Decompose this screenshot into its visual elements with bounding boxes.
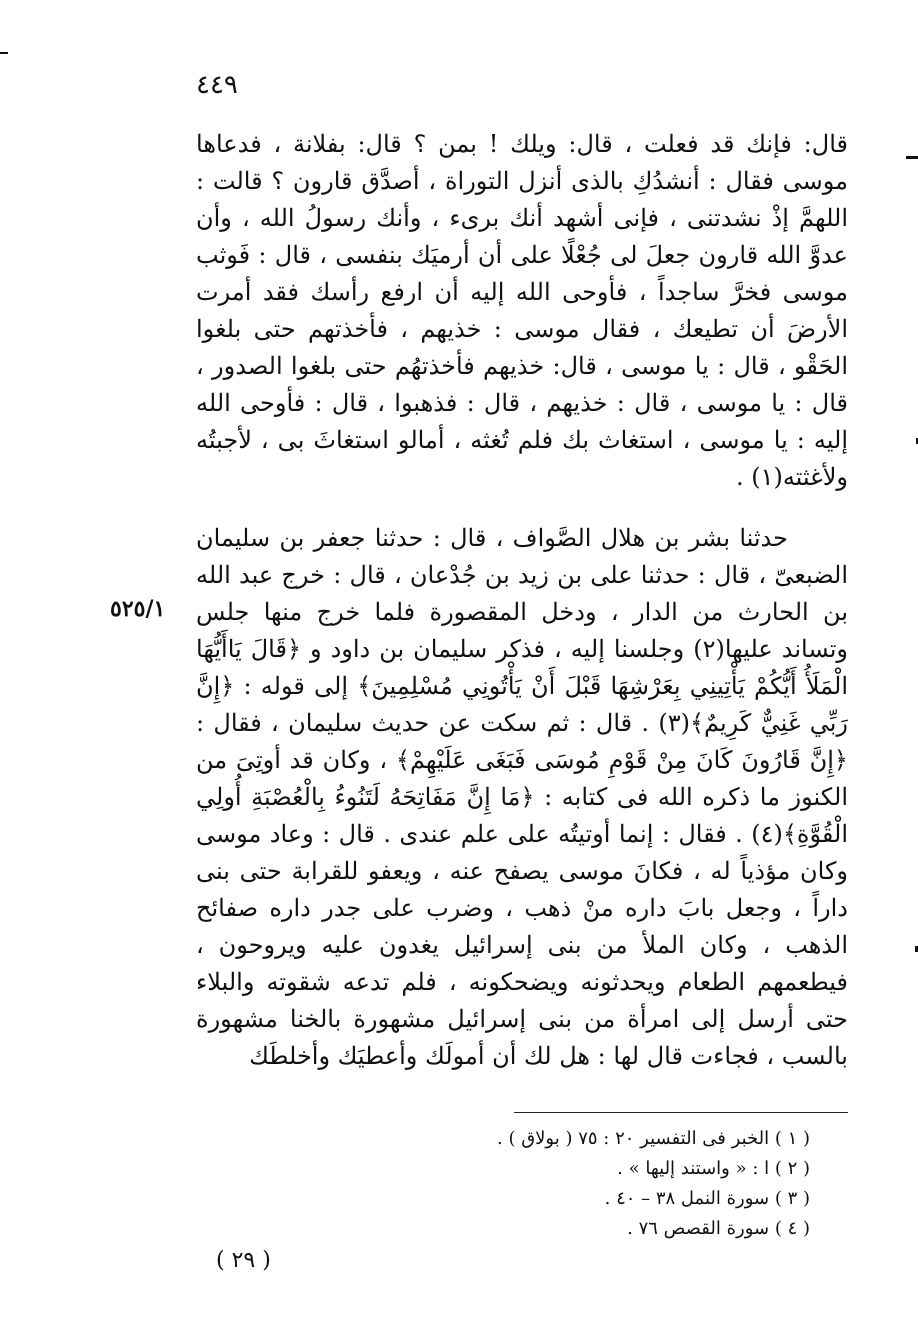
scan-edge-mark-left: [0, 52, 8, 54]
signature-marker: ( ٢٩ ): [216, 1248, 271, 1273]
footnote-1: ( ١ ) الخبر فى التفسير ٢٠ : ٧٥ ( بولاق ) .: [497, 1128, 810, 1149]
footnote-divider: [514, 1112, 848, 1113]
footnote-4: ( ٤ ) سورة القصص ٧٦ .: [627, 1218, 810, 1239]
scan-edge-mark-top: [906, 156, 918, 159]
paragraph-2: حدثنا بشر بن هلال الصَّواف ، قال : حدثنا جعفر بن سليمان الضبعىّ ، قال : حدثنا على بن زيد بن جُدْعان ، قال : خرج عبد الله بن الحارث من الدار ، ودخل المقصورة فلما خرج منها جلس وتساند عليها(٢) وجلسنا إليه ، فذكر سليمان بن داود و ﴿قَالَ يَاأَيُّهَا الْمَلَأُ أَيُّكُمْ يَأْتِينِي بِعَرْشِهَا قَبْلَ أَنْ يَأْتُونِي مُسْلِمِينَ﴾ إلى قوله : ﴿إِنَّ رَبِّي غَنِيٌّ كَرِيمٌ﴾(٣) . قال : ثم سكت عن حديث سليمان ، فقال : ﴿إِنَّ قَارُونَ كَانَ مِنْ قَوْمِ مُوسَى فَبَغَى عَلَيْهِمْ﴾ ، وكان قد أوتِىَ من الكنوز ما ذكره الله فى كتابه : ﴿مَا إِنَّ مَفَاتِحَهُ لَتَنُوءُ بِالْعُصْبَةِ أُولِي الْقُوَّةِ﴾(٤) . فقال : إنما أوتيتُه على علم عندى . قال : وعاد موسى وكان مؤذياً له ، فكانَ موسى يصفح عنه ، ويعفو للقرابة حتى بنى داراً ، وجعل بابَ داره منْ ذهب ، وضرب على جدر داره صفائح الذهب ، وكان الملأ من بنى إسرائيل يغدون عليه ويروحون ، فيطعمهم الطعام ويحدثونه ويضحكونه ، فلم تدعه شقوته والبلاء حتى أرسل إلى امرأة من بنى إسرائيل مشهورة بالخنا مشهورة بالسب ، فجاءت قال لها : هل لك أن أمولَك وأعطيَك وأخلطَك: [196, 524, 848, 1070]
paragraph-1: قال: فإنك قد فعلت ، قال: ويلك ! بمن ؟ قال: بفلانة ، فدعاها موسى فقال : أنشدُكِ بالذى أنزل التوراة ، أصدَّق قارون ؟ قالت : اللهمَّ إذْ نشدتنى ، فإنى أشهد أنك برىء ، وأنك رسولُ الله ، وأن عدوَّ الله قارون جعلَ لى جُعْلًا على أن أرميَك بنفسى ، قال : فَوثب موسى فخرَّ ساجداً ، فأوحى الله إليه أن ارفع رأسك فقد أمرت الأرضَ أن تطيعك ، فقال موسى : خذيهم ، فأخذتهم حتى بلغوا الحَقْو ، قال : يا موسى ، قال: خذيهم فأخذتهُم حتى بلغوا الصدور ، قال : يا موسى ، قال : خذيهم ، قال : فذهبوا ، قال : فأوحى الله إليه : يا موسى ، استغاث بك فلم تُغثه ، أمالو استغاثَ بى ، لأجبتُه ولأغثته(١) .: [196, 130, 848, 491]
page-number: ٤٤٩: [196, 70, 238, 100]
footnote-3: ( ٣ ) سورة النمل ٣٨ – ٤٠ .: [604, 1188, 810, 1209]
footnotes: [430, 1124, 810, 1244]
margin-reference: ٥٢٥/١: [110, 596, 166, 622]
footnote-2: ( ٢ ) ا : « واستند إليها » .: [617, 1158, 810, 1179]
